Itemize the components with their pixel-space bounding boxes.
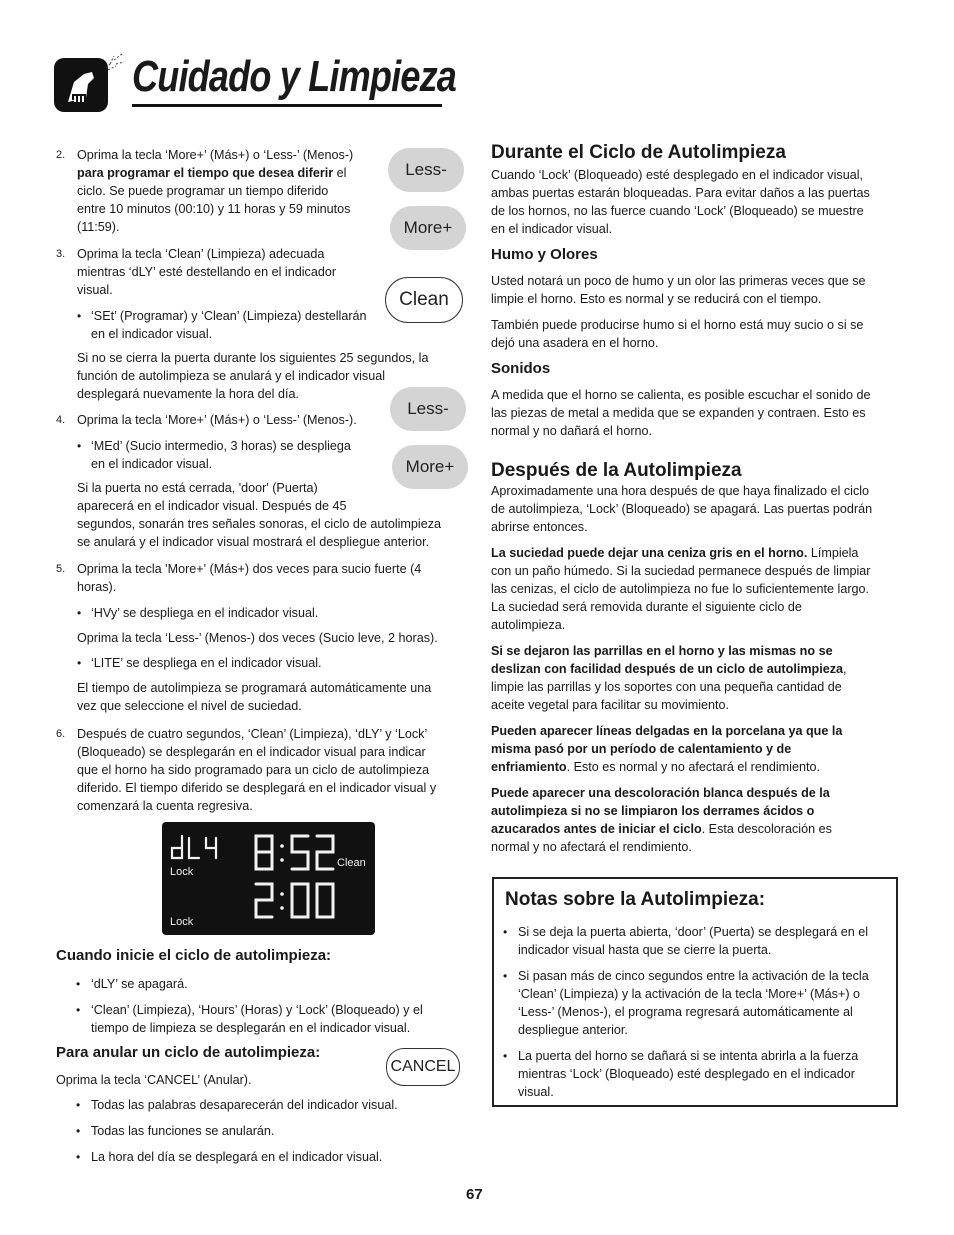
step-text: diferido. El tiempo diferido se desplegará en el indicador visual y [77, 781, 437, 795]
step-text: Después de cuatro segundos, ‘Clean’ (Limpieza), ‘dLY’ y ‘Lock’ [77, 727, 428, 741]
para-line: abrirse entonces. [491, 520, 588, 534]
bullet-text: en el indicador visual. [91, 327, 213, 341]
bullet: • [77, 309, 82, 323]
para-line: ambas puertas estarán bloqueadas. Para evitar daños a las puertas [491, 186, 870, 200]
start-heading: Cuando inicie el ciclo de autolimpieza: [56, 947, 332, 964]
oven-display [162, 822, 375, 935]
right-column [491, 142, 901, 856]
para-bold: Si se dejaron las parrillas en el horno y las mismas no se [491, 644, 833, 658]
para-line: . Esto es normal y no afectará el rendimiento. [566, 760, 820, 774]
title-underline [132, 104, 442, 107]
step-text: ciclo. Se puede programar un tiempo diferido [77, 184, 329, 198]
bullet-text: ‘Clean’ (Limpieza), ‘Hours’ (Horas) y ‘Lock’ (Bloqueado) y el [91, 1003, 423, 1017]
bullet-text: Todas las palabras desaparecerán del indicador visual. [91, 1098, 398, 1112]
spray-lines-icon [104, 50, 126, 70]
para-line: dejó una asadera en el horno. [491, 336, 659, 350]
step-number: 6. [56, 728, 66, 740]
step-text: Si no se cierra la puerta durante los siguientes 25 segundos, la [77, 351, 429, 365]
para-line: normal y no afectará el rendimiento. [491, 840, 692, 854]
cancel-bullets [76, 1096, 466, 1166]
step-number: 4. [56, 414, 66, 426]
bullet: • [76, 1098, 81, 1112]
para-line: aceite vegetal para facilitar su movimiento. [491, 698, 729, 712]
step-text: desplegará nuevamente la hora del día. [77, 387, 299, 401]
para-line: La suciedad será removida durante el siguiente ciclo de [491, 600, 802, 614]
step-text: El tiempo de autolimpieza se programará automáticamente una [77, 681, 432, 695]
note-line: ‘Clean’ (Limpieza) y la activación de la tecla ‘More+’ (Más+) o [518, 987, 861, 1001]
bullet: • [77, 439, 82, 453]
step-text: Si la puerta no está cerrada, 'door' (Puerta) [77, 481, 318, 495]
white-text [491, 784, 901, 856]
less-key-2[interactable]: Less- [390, 387, 466, 431]
clean-key[interactable]: Clean [385, 277, 463, 323]
after-heading: Después de la Autolimpieza [491, 460, 742, 481]
cancel-heading: Para anular un ciclo de autolimpieza: [56, 1044, 321, 1061]
display-clean: Clean [337, 857, 366, 869]
para-bold: Puede aparecer una descoloración blanca después de la [491, 786, 830, 800]
para-line: limpie el horno. Esto es normal y se reducirá con el tiempo. [491, 292, 822, 306]
display-code-dly [172, 836, 216, 858]
smoke-text-2 [491, 316, 901, 352]
note-line: mientras ‘Lock’ (Bloqueado) esté desplegado en el indicador [518, 1067, 855, 1081]
step-text: mientras ‘dLY’ esté destellando en el indicador [77, 265, 337, 279]
racks-text [491, 642, 901, 714]
para-bold: La suciedad puede dejar una ceniza gris en el horno. [491, 546, 808, 560]
para-bold: deslizan con facilidad después de un ciclo de autolimpieza [491, 662, 844, 676]
para-bold: enfriamiento [491, 760, 567, 774]
step-6 [56, 725, 466, 815]
step-text: Oprima la tecla 'More+' (Más+) dos veces para sucio fuerte (4 [77, 562, 422, 576]
notes-box [492, 877, 898, 1107]
less-key-1[interactable]: Less- [388, 148, 464, 192]
note-line: Si pasan más de cinco segundos entre la activación de la tecla [518, 969, 869, 983]
step-text-bold: para programar el tiempo que desea diferir [77, 166, 334, 180]
bullet-text: ‘dLY’ se apagará. [91, 977, 188, 991]
para-line: limpie las parrillas y los soportes con una pequeña cantidad de [491, 680, 842, 694]
bullet-text: tiempo de limpieza se desplegarán en el indicador visual. [91, 1021, 411, 1035]
after-text [491, 482, 901, 536]
para-line: en el indicador visual. [491, 222, 613, 236]
bullet-text: ‘MEd’ (Sucio intermedio, 3 horas) se despliega [91, 439, 351, 453]
display-lock-1: Lock [170, 866, 194, 878]
step-text: entre 10 minutos (00:10) y 11 horas y 59 minutos [77, 202, 351, 216]
step-text: se anulará y el indicador visual mostrará el despliegue anterior. [77, 535, 430, 549]
step-text: Oprima la tecla ‘Clean’ (Limpieza) adecuada [77, 247, 325, 261]
bullet-text: ‘LITE’ se despliega en el indicador visual. [91, 656, 322, 670]
cancel-key[interactable]: CANCEL [386, 1048, 460, 1086]
smoke-text-1 [491, 272, 901, 308]
note-line: visual. [518, 1085, 554, 1099]
step-text: Oprima la tecla ‘More+’ (Más+) o ‘Less-’ (Menos-). [77, 413, 357, 427]
bullet-text: Todas las funciones se anularán. [91, 1124, 275, 1138]
para-line: A medida que el horno se calienta, es posible escuchar el sonido de [491, 388, 871, 402]
para-bold: azucarados antes de iniciar el ciclo [491, 822, 702, 836]
bullet: • [76, 1150, 81, 1164]
page-number: 67 [466, 1186, 483, 1203]
bullet: • [503, 925, 508, 939]
sounds-heading: Sonidos [491, 360, 551, 377]
step-text: el [333, 166, 347, 180]
note-line: ‘Less-’ (Menos-), el programa regresará automáticamente al [518, 1005, 853, 1019]
step-2 [56, 146, 386, 236]
step-text: Oprima la tecla ‘Less-’ (Menos-) dos veces (Sucio leve, 2 horas). [77, 631, 438, 645]
smoke-heading: Humo y Olores [491, 246, 598, 263]
step-5 [56, 560, 466, 715]
step-text: horas). [77, 580, 117, 594]
para-line: de autolimpieza, ‘Lock’ (Bloqueado) se apagará. Las puertas podrán [491, 502, 873, 516]
step-text: segundos, sonarán tres señales sonoras, el ciclo de autolimpieza [77, 517, 442, 531]
bullet: • [76, 1003, 81, 1017]
cancel-text: Oprima la tecla ‘CANCEL’ (Anular). [56, 1073, 252, 1087]
header-icon [54, 58, 108, 112]
para-line: con un paño húmedo. Si la suciedad permanece después de limpiar [491, 564, 871, 578]
cleaning-spray-icon [54, 58, 108, 112]
during-heading: Durante el Ciclo de Autolimpieza [491, 142, 786, 163]
para-line: . Esta descoloración es [701, 822, 832, 836]
step-text: función de autolimpieza se anulará y el indicador visual [77, 369, 386, 383]
step-text: (Bloqueado) se desplegarán en el indicador visual para indicar [77, 745, 426, 759]
step-number: 5. [56, 563, 66, 575]
step-text: vez que seleccione el nivel de suciedad. [77, 699, 302, 713]
para-line: Cuando ‘Lock’ (Bloqueado) esté desplegado en el indicador visual, [491, 168, 863, 182]
note-line: La puerta del horno se dañará si se intenta abrirla a la fuerza [518, 1049, 859, 1063]
ash-text [491, 544, 901, 634]
sounds-text [491, 386, 901, 440]
more-key-1[interactable]: More+ [390, 206, 466, 250]
display-lock-2: Lock [170, 916, 194, 928]
para-line: Aproximadamente una hora después de que haya finalizado el ciclo [491, 484, 870, 498]
para-bold: misma pasó por un período de calentamiento y de [491, 742, 792, 756]
step-text: visual. [77, 283, 113, 297]
start-bullets [76, 975, 466, 1037]
bullet: • [503, 969, 508, 983]
bullet-text: ‘SEt’ (Programar) y ‘Clean’ (Limpieza) destellarán [91, 309, 367, 323]
bullet: • [76, 977, 81, 991]
para-line: normal y no dañará el horno. [491, 424, 653, 438]
para-line: También puede producirse humo si el horno está muy sucio o si se [491, 318, 864, 332]
step-text: que el horno ha sido programado para un ciclo de autolimpieza [77, 763, 430, 777]
bullet: • [503, 1049, 508, 1063]
para-line: Límpiela [807, 546, 859, 560]
step-3 [56, 245, 456, 403]
display-digits [162, 822, 375, 935]
note-line: Si se deja la puerta abierta, ‘door’ (Puerta) se desplegará en el [518, 925, 869, 939]
bullet: • [77, 606, 82, 620]
notes-heading: Notas sobre la Autolimpieza: [505, 889, 766, 910]
para-bold: Pueden aparecer líneas delgadas en la porcelana ya que la [491, 724, 843, 738]
during-text [491, 166, 901, 238]
para-line: de los hornos, no las fuerce cuando ‘Lock’ (Bloqueado) se muestre [491, 204, 864, 218]
display-time-top [256, 836, 333, 869]
note-line: indicador visual hasta que se cierre la puerta. [518, 943, 772, 957]
para-line: las piezas de metal a medida que se expanden y contraen. Esto es [491, 406, 866, 420]
more-key-2[interactable]: More+ [392, 445, 468, 489]
page-title: Cuidado y Limpieza [132, 52, 457, 101]
note-line: despliegue anterior. [518, 1023, 628, 1037]
step-number: 3. [56, 248, 66, 260]
lines-text [491, 722, 901, 776]
bullet: • [76, 1124, 81, 1138]
step-text: comenzará la cuenta regresiva. [77, 799, 253, 813]
step-number: 2. [56, 149, 66, 161]
para-line: las cenizas, el ciclo de autolimpieza no fue lo suficientemente largo. [491, 582, 870, 596]
display-time-bottom [256, 884, 333, 917]
step-text: Oprima la tecla ‘More+’ (Más+) o ‘Less-’ (Menos-) [77, 148, 354, 162]
bullet-text: La hora del día se desplegará en el indicador visual. [91, 1150, 383, 1164]
para-line: autolimpieza. [491, 618, 566, 632]
step-text: aparecerá en el indicador visual. Después de 45 [77, 499, 347, 513]
bullet-text: ‘HVy’ se despliega en el indicador visual. [91, 606, 319, 620]
bullet: • [77, 656, 82, 670]
para-bold: autolimpieza si no se limpiaron los derrames ácidos o [491, 804, 815, 818]
bullet-text: en el indicador visual. [91, 457, 213, 471]
step-text: (11:59). [77, 220, 120, 234]
para-line: Usted notará un poco de humo y un olor las primeras veces que se [491, 274, 866, 288]
para-line: , [843, 662, 847, 676]
